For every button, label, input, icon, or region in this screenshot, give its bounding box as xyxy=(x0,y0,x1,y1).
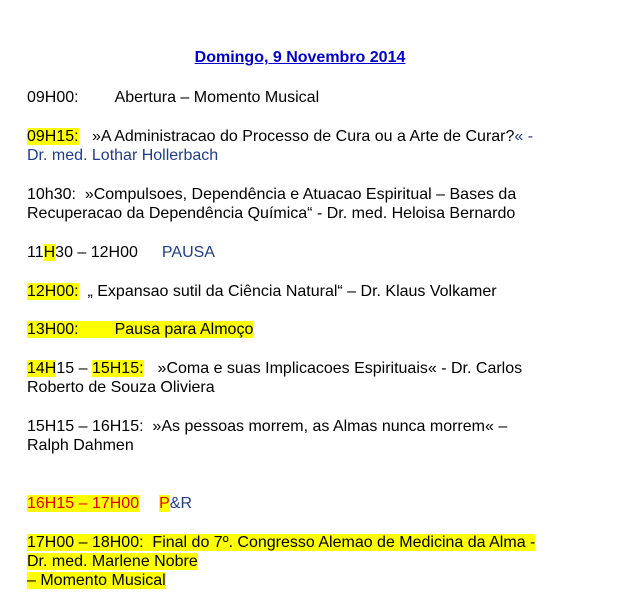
entry-time: 16H15 – 17H00 xyxy=(27,495,140,512)
entry-time: 15H15 – 16H15: xyxy=(27,418,144,435)
entry-speaker: Dr. med. Lothar Hollerbach xyxy=(27,147,219,164)
entry-title: Final do 7º. Congresso Alemao de Medicina da Alma - xyxy=(152,534,536,551)
schedule-entry-1130 xyxy=(27,243,215,262)
schedule-entry-0915 xyxy=(27,127,533,146)
entry-title-continued: Dr. med. Marlene Nobre xyxy=(27,553,198,570)
entry-title: »A Administracao do Processo de Cura ou a Arte de Curar? xyxy=(91,128,515,145)
entry-title: »Compulsoes, Dependência e Atuacao Espiritual – Bases da xyxy=(84,186,517,203)
entry-title: Pausa para Almoço xyxy=(114,321,254,338)
schedule-entry-0900 xyxy=(27,88,319,107)
schedule-entry-1030 xyxy=(27,185,516,204)
entry-title: P&R xyxy=(159,495,192,512)
page-title: Domingo, 9 Novembro 2014 xyxy=(194,49,406,66)
entry-time: 17H00 – 18H00: xyxy=(27,534,144,551)
entry-title-close: « - xyxy=(514,128,534,145)
schedule-entry-1200 xyxy=(27,282,497,301)
entry-time: 09H00: xyxy=(27,89,79,106)
entry-highlight xyxy=(27,534,535,551)
entry-title: PAUSA xyxy=(161,244,215,261)
entry-title-continued: – Momento Musical xyxy=(27,572,166,589)
schedule-entry-1415 xyxy=(27,359,522,378)
schedule-entry-1615 xyxy=(27,494,192,513)
entry-title: Abertura – Momento Musical xyxy=(114,89,320,106)
schedule-entry-1515 xyxy=(27,417,507,436)
schedule-entry-1700 xyxy=(27,533,535,552)
schedule-entry-1300 xyxy=(27,320,253,339)
entry-title: „ Expansao sutil da Ciência Natural“ – Dr. Klaus Volkamer xyxy=(87,283,497,300)
entry-time: 11H30 – 12H00 xyxy=(27,244,138,261)
entry-title-continued: Recuperacao da Dependência Química“ - Dr. med. Heloisa Bernardo xyxy=(27,205,516,222)
entry-highlight xyxy=(27,321,253,338)
entry-title-continued: Roberto de Souza Oliviera xyxy=(27,379,215,396)
entry-time: 13H00: xyxy=(27,321,79,338)
entry-time: 12H00: xyxy=(27,283,79,300)
entry-title: »Coma e suas Implicacoes Espirituais« - Dr. Carlos xyxy=(157,360,523,377)
entry-title: »As pessoas morrem, as Almas nunca morrem« – xyxy=(152,418,508,435)
entry-time: 10h30: xyxy=(27,186,76,203)
entry-title-continued: Ralph Dahmen xyxy=(27,437,134,454)
entry-time: 14H15 – 15H15: xyxy=(27,360,144,377)
entry-time: 09H15: xyxy=(27,128,79,145)
